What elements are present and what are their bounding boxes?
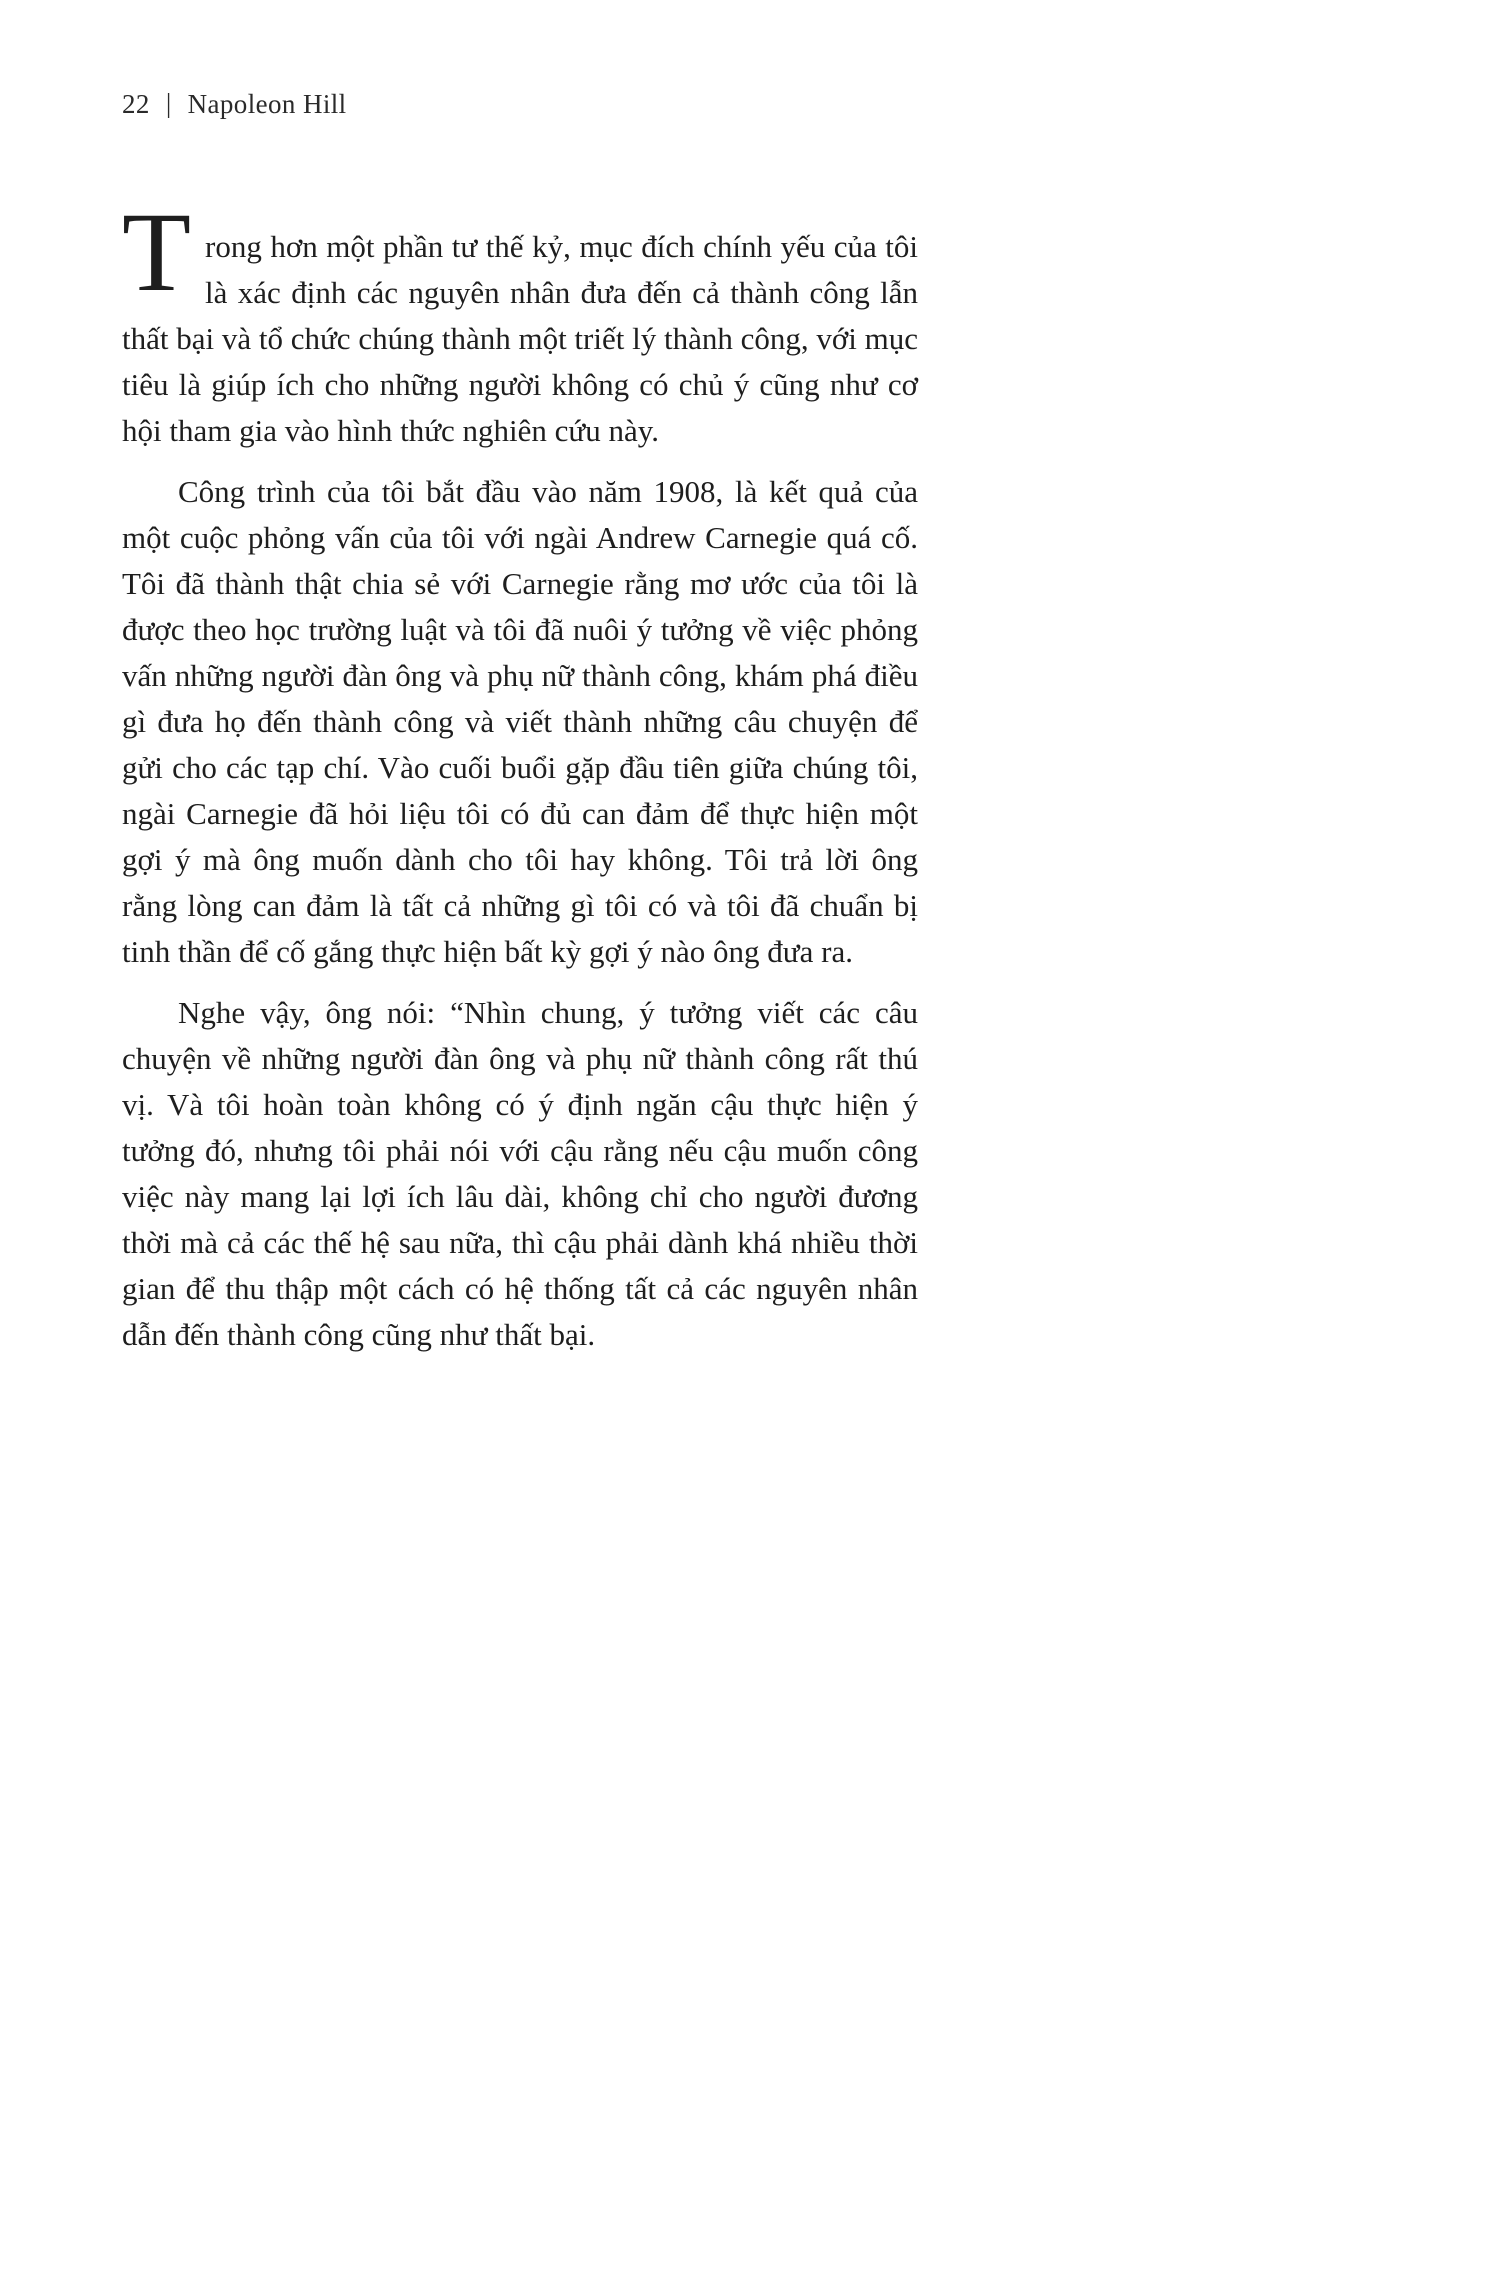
dropcap-letter: T <box>122 190 192 315</box>
paragraph-2: Công trình của tôi bắt đầu vào năm 1908, là kết quả của một cuộc phỏng vấn của tôi với ngài Andrew Carnegie quá cố. Tôi đã thành thật chia sẻ với Carnegie rằng mơ ước của tôi là được theo học trường luật và tôi đã nuôi ý tưởng về việc phỏng vấn những người đàn ông và phụ nữ thành công, khám phá điều gì đưa họ đến thành công và viết thành những câu chuyện để gửi cho các tạp chí. Vào cuối buổi gặp đầu tiên giữa chúng tôi, ngài Carnegie đã hỏi liệu tôi có đủ can đảm để thực hiện một gợi ý mà ông muốn dành cho tôi hay không. Tôi trả lời ông rằng lòng can đảm là tất cả những gì tôi có và tôi đã chuẩn bị tinh thần để cố gắng thực hiện bất kỳ gợi ý nào ông đưa ra. <box>122 474 918 969</box>
page-body <box>122 190 918 1358</box>
page-number: 22 <box>122 89 150 119</box>
running-title: Napoleon Hill <box>187 89 347 119</box>
header-separator: | <box>165 88 172 118</box>
running-header <box>122 88 1499 120</box>
paragraph-1-text: rong hơn một phần tư thế kỷ, mục đích chính yếu của tôi là xác định các nguyên nhân đưa đến cả thành công lẫn thất bại và tổ chức chúng thành một triết lý thành công, với mục tiêu là giúp ích cho những người không có chủ ý cũng như cơ hội tham gia vào hình thức nghiên cứu này. <box>122 229 918 448</box>
paragraph-1 <box>122 190 918 454</box>
paragraph-3: Nghe vậy, ông nói: “Nhìn chung, ý tưởng viết các câu chuyện về những người đàn ông và phụ nữ thành công rất thú vị. Và tôi hoàn toàn không có ý định ngăn cậu thực hiện ý tưởng đó, nhưng tôi phải nói với cậu rằng nếu cậu muốn công việc này mang lại lợi ích lâu dài, không chỉ cho người đương thời mà cả các thế hệ sau nữa, thì cậu phải dành khá nhiều thời gian để thu thập một cách có hệ thống tất cả các nguyên nhân dẫn đến thành công cũng như thất bại. <box>122 995 918 1352</box>
